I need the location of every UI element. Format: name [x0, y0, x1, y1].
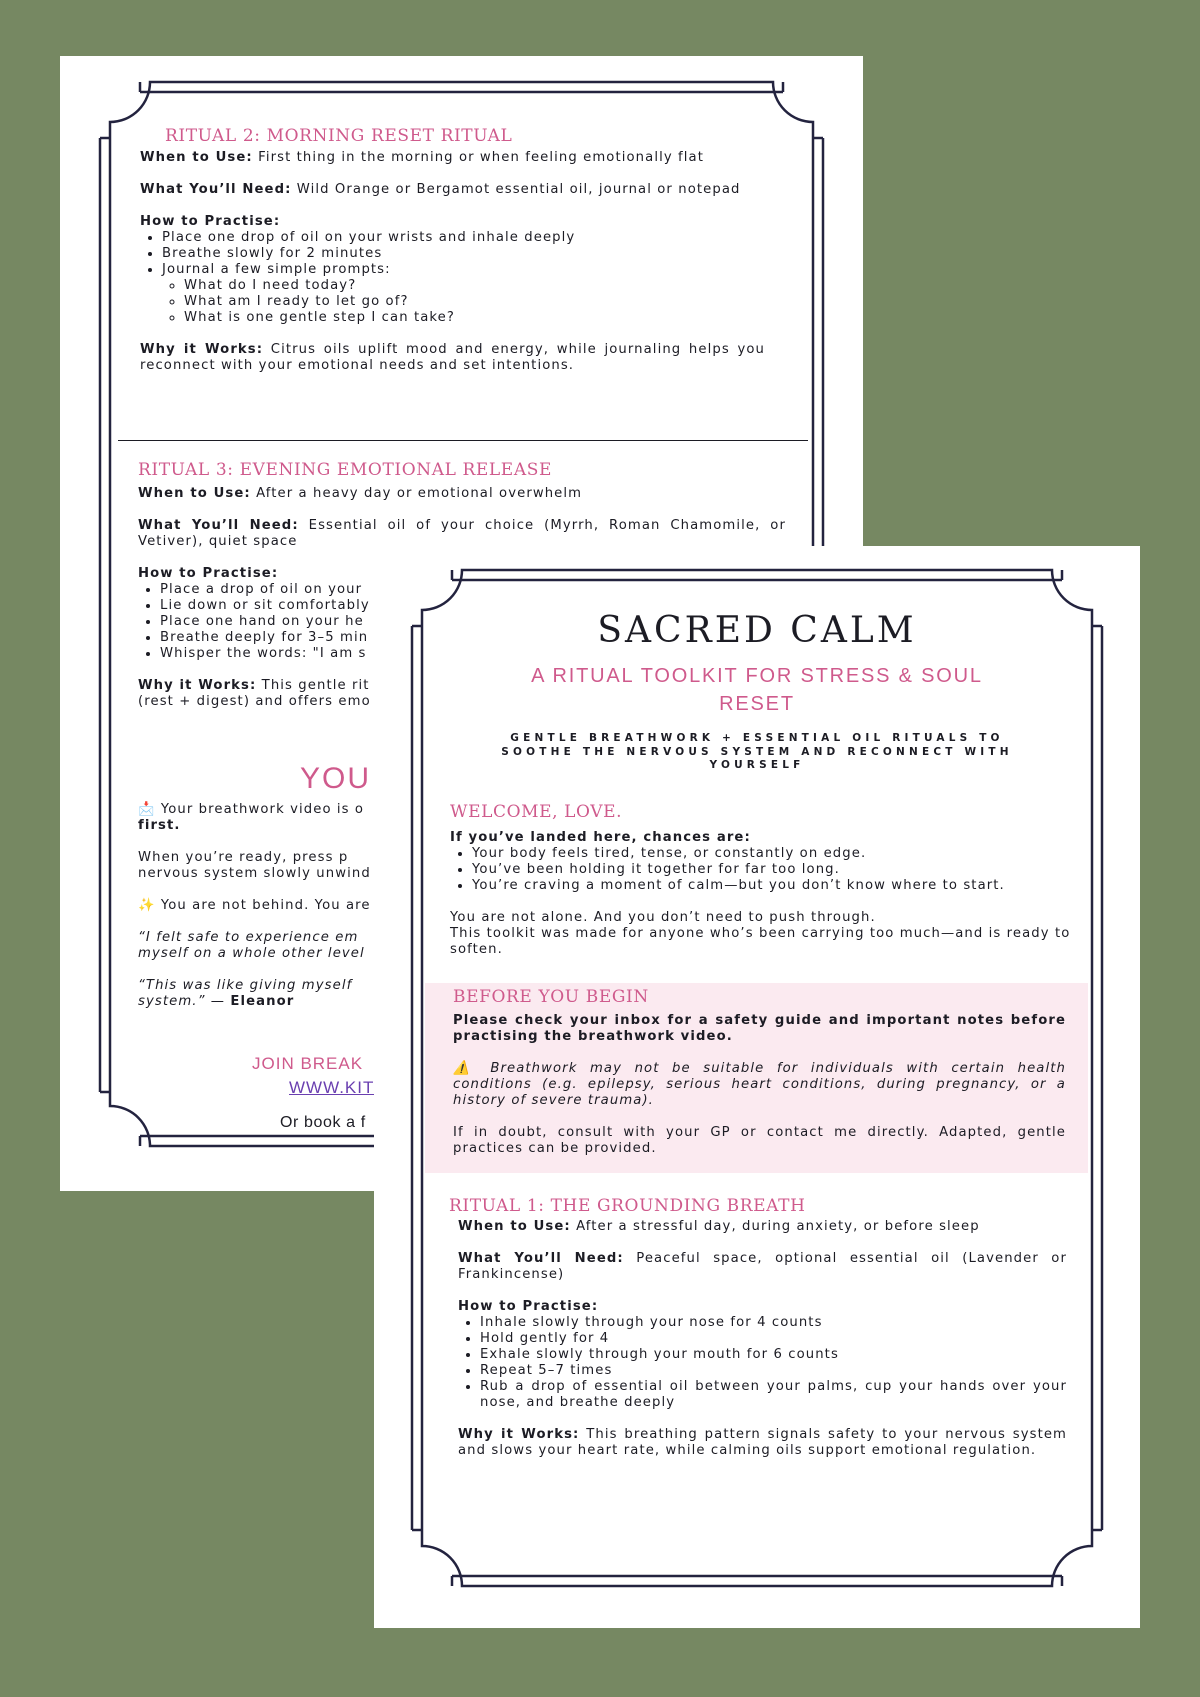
website-link[interactable]: WWW.KIT	[289, 1078, 375, 1097]
journal-prompts	[162, 278, 765, 326]
need-label: What You’ll Need:	[140, 182, 292, 197]
join-link[interactable]: JOIN BREAK	[252, 1054, 364, 1073]
list-item: • Lie down or sit comfortably	[160, 598, 838, 614]
ritual-3-why-line2: (rest + digest) and offers emo	[138, 694, 371, 709]
list-item: • Rub a drop of essential oil between your palms, cup your hands over your nose, and breathe deeply	[480, 1379, 1067, 1411]
ritual-1-section	[449, 1198, 1067, 1459]
list-item: • Exhale slowly through your mouth for 6 counts	[480, 1347, 1067, 1363]
ritual-2-when	[140, 150, 765, 166]
book-text: Or book a f	[280, 1114, 366, 1131]
when-text: First thing in the morning or when feeling emotionally flat	[252, 150, 705, 165]
ritual-2-steps	[140, 230, 765, 326]
why-label: Why it Works:	[140, 342, 264, 357]
welcome-line-2: This toolkit was made for anyone who’s been carrying too much—and is ready to soften.	[450, 926, 1071, 957]
ritual-3-need: What You’ll Need: Essential oil of your choice (Myrrh, Roman Chamomile, or Vetiver), quiet space	[138, 518, 786, 549]
ritual-2-section	[140, 128, 765, 374]
consult-note: If in doubt, consult with your GP or contact me directly. Adapted, gentle practices can be provided.	[453, 1125, 1066, 1156]
ritual-1-heading: RITUAL 1: THE GROUNDING BREATH	[449, 1196, 806, 1216]
page-tagline: GENTLE BREATHWORK + ESSENTIAL OIL RITUALS TO SOOTHE THE NERVOUS SYSTEM AND RECONNECT WITH YOURSELF	[501, 732, 1013, 771]
section-divider	[118, 440, 808, 441]
ritual-1-when: When to Use: After a stressful day, during anxiety, or before sleep	[458, 1219, 980, 1234]
before-heading: BEFORE YOU BEGIN	[453, 987, 649, 1007]
ready-line-1: When you’re ready, press p	[138, 850, 349, 865]
when-label: When to Use:	[140, 150, 253, 165]
ritual-3-why: Why it Works: This gentle rit	[138, 678, 370, 693]
list-item: • Hold gently for 4	[480, 1331, 1067, 1347]
ready-line-2: nervous system slowly unwind	[138, 866, 371, 881]
ritual-2-heading: RITUAL 2: MORNING RESET RITUAL	[165, 126, 513, 146]
ritual-1-why: Why it Works: This breathing pattern signals safety to your nervous system and slows your heart rate, while calming oils support emotional regulation.	[458, 1427, 1067, 1458]
ritual-2-how-label: How to Practise:	[140, 214, 281, 229]
list-item: • Your body feels tired, tense, or constantly on edge.	[472, 846, 1072, 862]
list-item: • Place one drop of oil on your wrists and inhale deeply	[162, 230, 765, 246]
before-you-begin-panel	[425, 983, 1088, 1173]
warning-icon: ⚠️	[453, 1061, 478, 1076]
why-text: Citrus oils uplift mood and energy, while journaling helps you reconnect with your emotional needs and set intentions.	[140, 342, 766, 373]
ritual-1-how-label: How to Practise:	[458, 1299, 599, 1314]
ritual-1-need: What You’ll Need: Peaceful space, optional essential oil (Lavender or Frankincense)	[458, 1251, 1068, 1282]
page-title: SACRED CALM	[597, 610, 917, 651]
testimonial-1-line-2: myself on a whole other level	[138, 946, 365, 961]
testimonial-2-line-1: “This was like giving myself	[138, 978, 353, 993]
list-item: • You’ve been holding it together for far too long.	[472, 862, 1072, 878]
ritual-1-steps	[458, 1315, 1067, 1411]
list-item: • Breathe slowly for 2 minutes	[162, 246, 765, 262]
video-note: 📩 Your breathwork video is o	[138, 802, 365, 817]
welcome-line-1: You are not alone. And you don’t need to push through.	[450, 910, 876, 925]
testimonial-1-line-1: “I felt safe to experience em	[138, 930, 359, 945]
list-item: • Whisper the words: "I am s	[160, 646, 838, 662]
not-behind-line: ✨ You are not behind. You are	[138, 898, 371, 913]
envelope-icon: 📩	[138, 802, 156, 817]
welcome-section	[450, 804, 1072, 958]
inbox-notice: Please check your inbox for a safety guide and important notes before practising the breathwork video.	[453, 1013, 1066, 1044]
sparkle-icon: ✨	[138, 898, 156, 913]
ritual-3-how-label: How to Practise:	[138, 566, 279, 581]
ritual-2-why	[140, 342, 765, 374]
list-item: • Repeat 5–7 times	[480, 1363, 1067, 1379]
list-item: ◦ What is one gentle step I can take?	[184, 310, 765, 326]
testimonial-2-line-2: system.” — Eleanor	[138, 994, 295, 1009]
list-item: ◦ What do I need today?	[184, 278, 765, 294]
breathwork-warning: ⚠️ Breathwork may not be suitable for individuals with certain health conditions (e.g. epilepsy, serious heart conditions, during pregnancy, or a history of severe trauma).	[453, 1061, 1066, 1108]
list-item: • Journal a few simple prompts: ◦ What do I need today? ◦ What am I ready to let go of? ◦ What is one gentle step I can take?	[162, 262, 765, 326]
list-item: • Breathe deeply for 3–5 min	[160, 630, 838, 646]
list-item: • You’re craving a moment of calm—but you don’t know where to start.	[472, 878, 1072, 894]
video-note-bold: first.	[138, 818, 181, 833]
list-item: ◦ What am I ready to let go of?	[184, 294, 765, 310]
section-title: YOU	[300, 762, 372, 795]
ritual-3-when: When to Use: After a heavy day or emotional overwhelm	[138, 486, 583, 501]
ritual-2-need	[140, 182, 765, 198]
list-item: • Inhale slowly through your nose for 4 counts	[480, 1315, 1067, 1331]
page-subtitle: A RITUAL TOOLKIT FOR STRESS & SOUL RESET	[531, 665, 983, 715]
welcome-list	[450, 846, 1072, 894]
list-item: • Place one hand on your he	[160, 614, 838, 630]
need-text: Wild Orange or Bergamot essential oil, journal or notepad	[291, 182, 741, 197]
welcome-heading: WELCOME, LOVE.	[450, 802, 623, 822]
list-item: • Place a drop of oil on your	[160, 582, 838, 598]
ritual-3-heading: RITUAL 3: EVENING EMOTIONAL RELEASE	[138, 460, 552, 480]
front-page	[374, 546, 1140, 1628]
welcome-intro: If you’ve landed here, chances are:	[450, 830, 751, 845]
testimonial-author: Eleanor	[230, 994, 295, 1009]
